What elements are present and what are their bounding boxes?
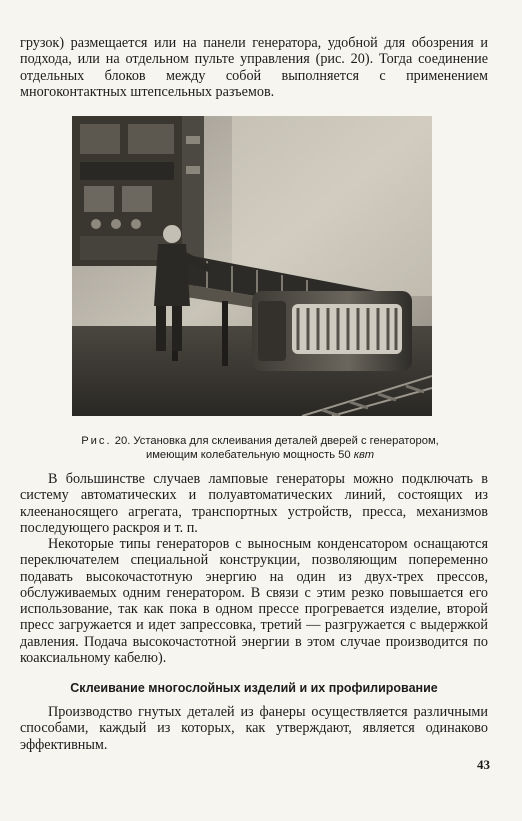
section-heading: Склеивание многослойных изделий и их профилирование (70, 681, 438, 695)
gluing-machine-illustration (72, 116, 432, 416)
figure-caption (60, 434, 460, 462)
caption-text: Установка для склеивания деталей дверей с генератором, имеющим колебательную мощность 50 (133, 435, 439, 461)
paragraph-bent-plywood: Производство гнутых деталей из фанеры осуществляется различными способами, каждый из которых, как утверждают, является одинаково эффективным. (20, 704, 488, 753)
page-number: 43 (477, 757, 490, 772)
caption-label: Рис. (81, 435, 112, 447)
caption-unit: квт (353, 449, 375, 461)
caption-number: 20. (114, 435, 131, 447)
paragraph-automation-lines: В большинстве случаев ламповые генераторы можно подключать в систему автоматических и полуавтоматических линий, состоящих из клеенаносящего агрегата, транспортных устройств, пресса, механизмов последующего раскроя и т. п. (20, 471, 488, 536)
intro-paragraph: грузок) размещается или на панели генератора, удобной для обозрения и подхода, или на отдельном пульте управления (рис. 20). Тогда соединение отдельных блоков между собой выполняется с применением многоконтактных штепсельных разъемов. (20, 35, 488, 100)
paragraph-switch-presses: Некоторые типы генераторов с выносным конденсатором оснащаются переключателем специальной конструкции, позволяющим попеременно подавать высокочастотную энергию на один из двух-трех прессов, обслуживаемых одним генератором. В связи с этим резко повышается его использование, так как пока в одном прессе прогревается изделие, второй пресс загружается и идет запрессовка, третий — разгружается с выдержкой давления. Подача высокочастотной энергии в этом случае производится по коаксиальному кабелю). (20, 536, 488, 667)
figure-photo (72, 116, 432, 416)
